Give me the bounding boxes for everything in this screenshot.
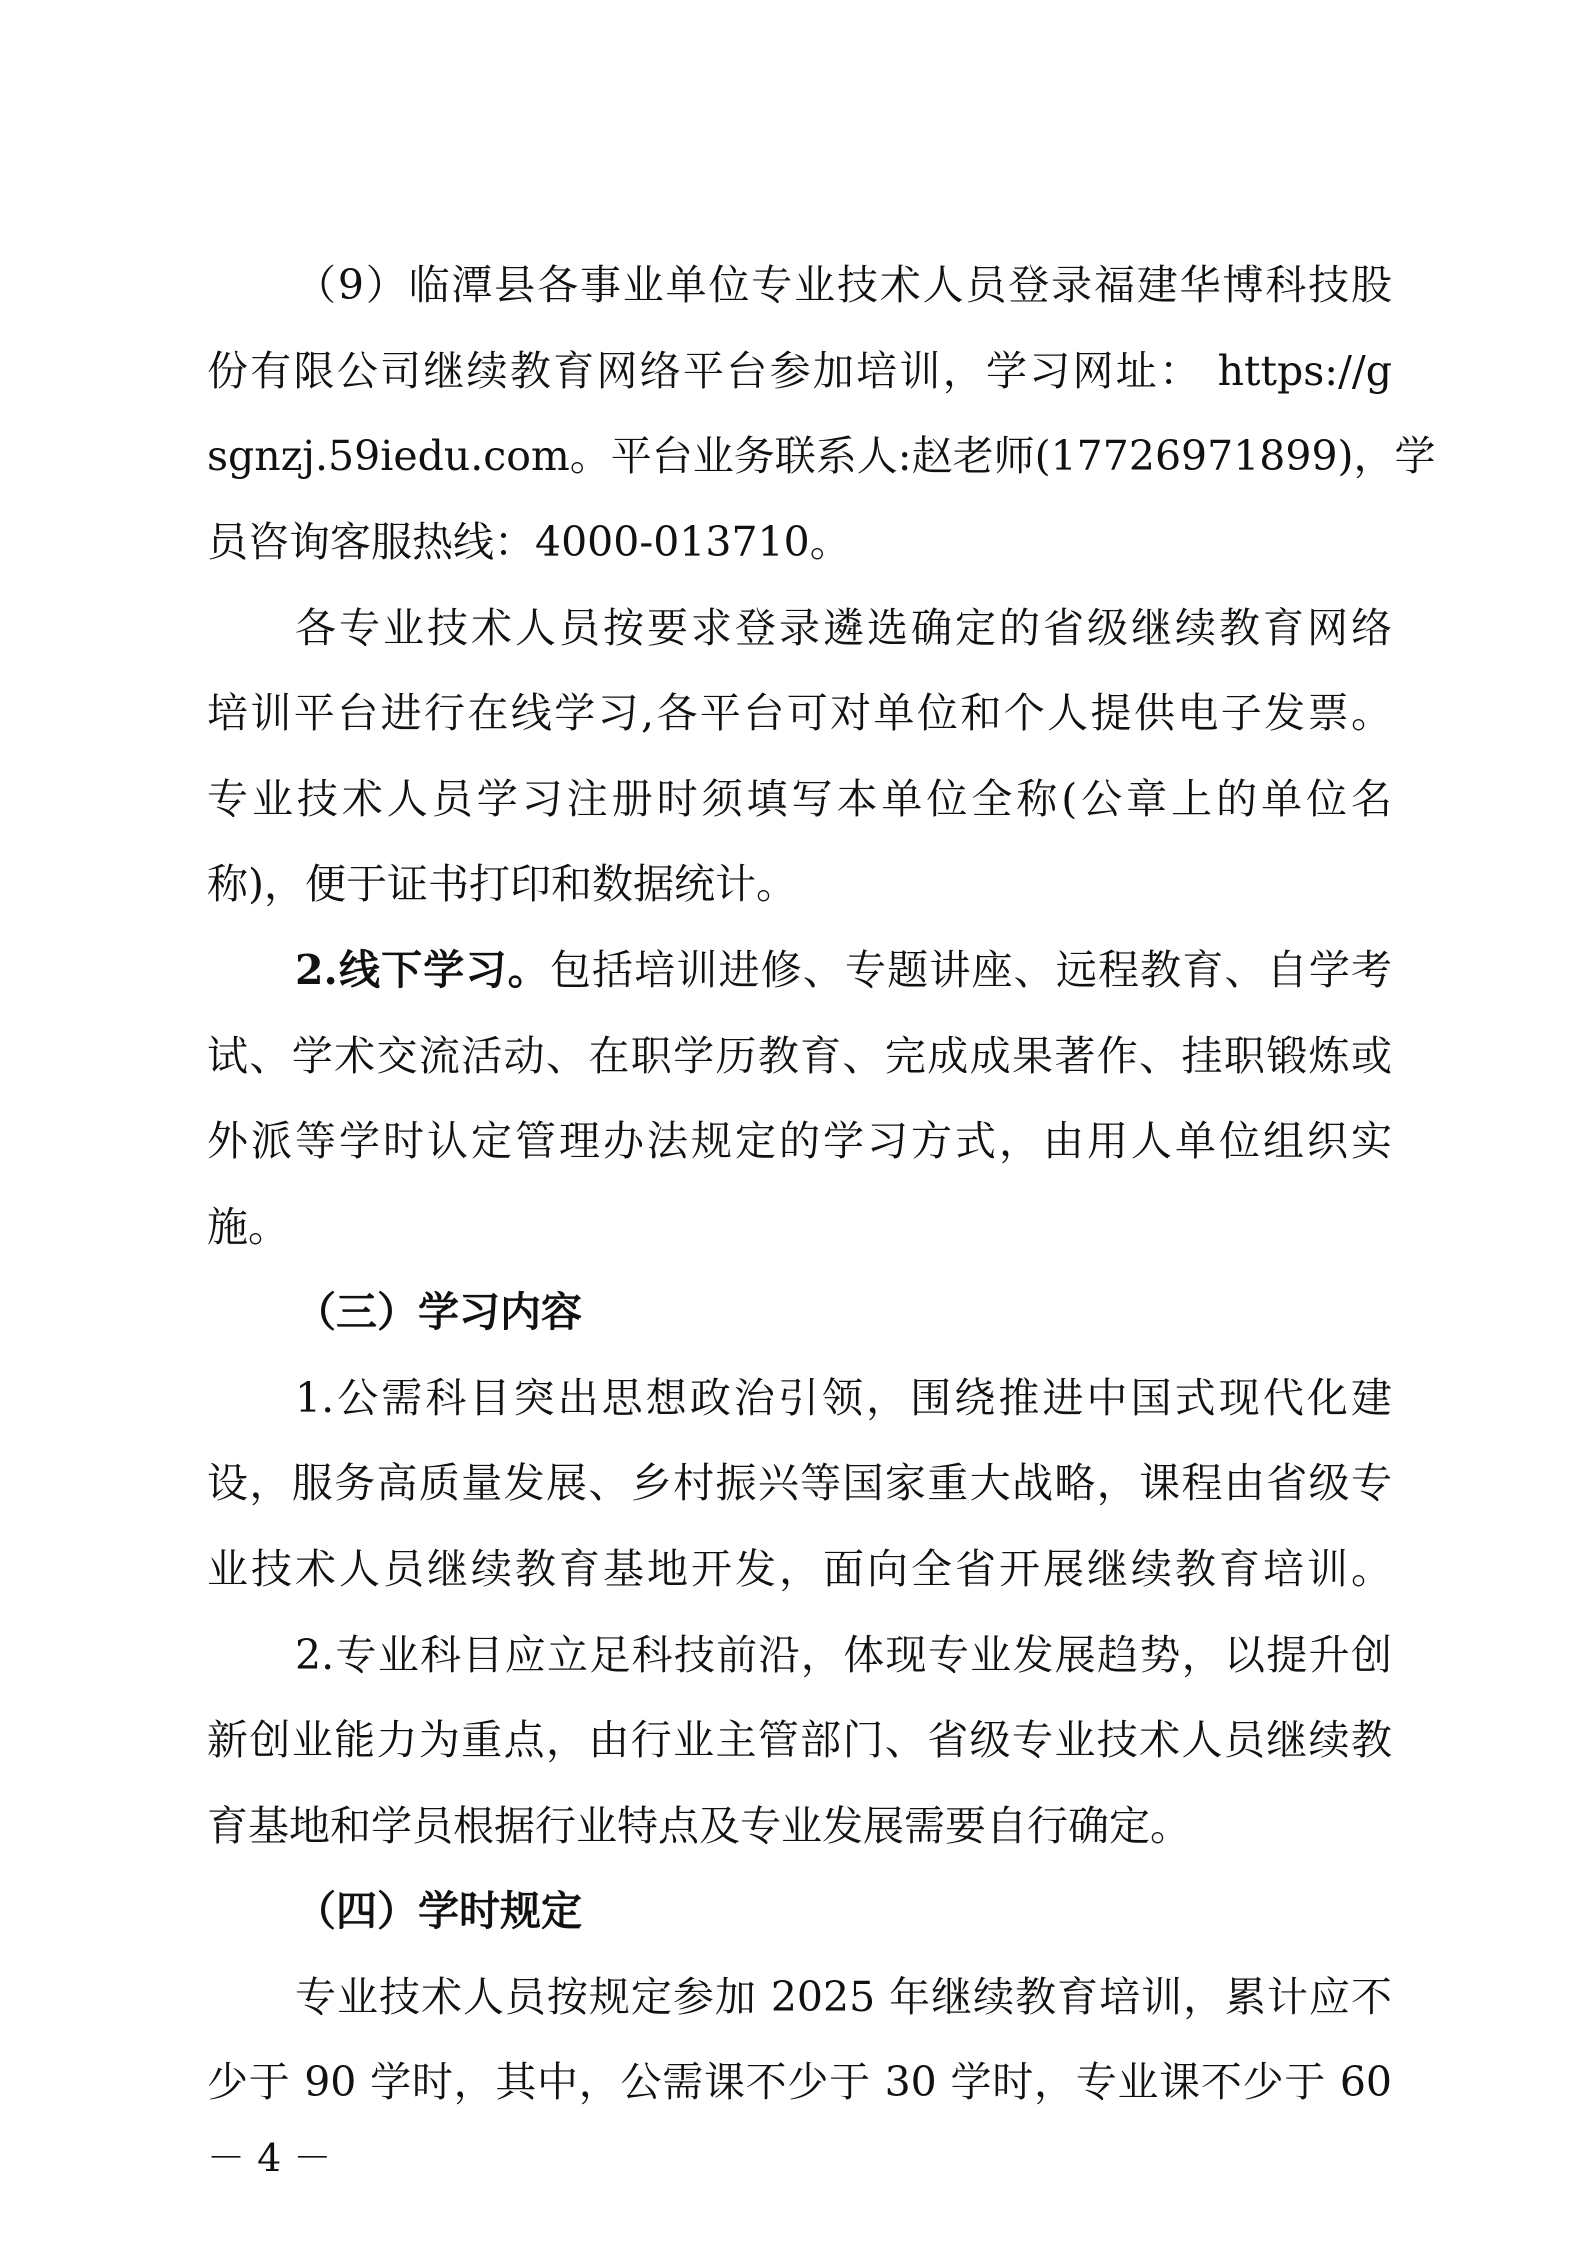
section3-item2-line-2: 新创业能力为重点，由行业主管部门、省级专业技术人员继续教 bbox=[207, 1716, 1392, 1764]
section3-item2-line-1: 2.专业科目应立足科技前沿，体现专业发展趋势，以提升创 bbox=[295, 1631, 1392, 1679]
section4-heading: （四）学时规定 bbox=[295, 1887, 582, 1935]
section3-heading: （三）学习内容 bbox=[295, 1288, 582, 1336]
offline-line-3: 外派等学时认定管理办法规定的学习方式，由用人单位组织实 bbox=[207, 1117, 1392, 1165]
offline-title: 2.线下学习。 bbox=[295, 946, 550, 994]
notice-line-3: 专业技术人员学习注册时须填写本单位全称(公章上的单位名 bbox=[207, 775, 1392, 823]
section4-line-1: 专业技术人员按规定参加 2025 年继续教育培训，累计应不 bbox=[295, 1973, 1392, 2021]
notice-line-2: 培训平台进行在线学习,各平台可对单位和个人提供电子发票。 bbox=[207, 689, 1392, 737]
offline-first-rest: 包括培训进修、专题讲座、远程教育、自学考 bbox=[549, 946, 1392, 994]
item9-line-4: 员咨询客服热线：4000-013710。 bbox=[207, 518, 851, 566]
section3-item1-line-3: 业技术人员继续教育基地开发，面向全省开展继续教育培训。 bbox=[207, 1545, 1392, 1593]
item9-line-3: sgnzj.59iedu.com。平台业务联系人:赵老师(17726971899)，学 bbox=[207, 432, 1436, 480]
notice-line-4: 称)，便于证书打印和数据统计。 bbox=[207, 860, 797, 908]
offline-line-4: 施。 bbox=[207, 1203, 289, 1251]
page-number: － 4 － bbox=[207, 2136, 332, 2180]
offline-line-1 bbox=[295, 930, 1392, 1010]
section3-item1-line-1: 1.公需科目突出思想政治引领，围绕推进中国式现代化建 bbox=[295, 1374, 1392, 1422]
section3-item1-line-2: 设，服务高质量发展、乡村振兴等国家重大战略，课程由省级专 bbox=[207, 1459, 1392, 1507]
section4-line-2: 少于 90 学时，其中，公需课不少于 30 学时，专业课不少于 60 bbox=[207, 2058, 1392, 2106]
section3-item2-line-3: 育基地和学员根据行业特点及专业发展需要自行确定。 bbox=[207, 1802, 1191, 1850]
offline-line-2: 试、学术交流活动、在职学历教育、完成成果著作、挂职锻炼或 bbox=[207, 1032, 1392, 1080]
item9-line-1: （9）临潭县各事业单位专业技术人员登录福建华博科技股 bbox=[295, 261, 1392, 309]
item9-line-2: 份有限公司继续教育网络平台参加培训，学习网址： https://g bbox=[207, 347, 1392, 395]
notice-line-1: 各专业技术人员按要求登录遴选确定的省级继续教育网络 bbox=[295, 604, 1392, 652]
